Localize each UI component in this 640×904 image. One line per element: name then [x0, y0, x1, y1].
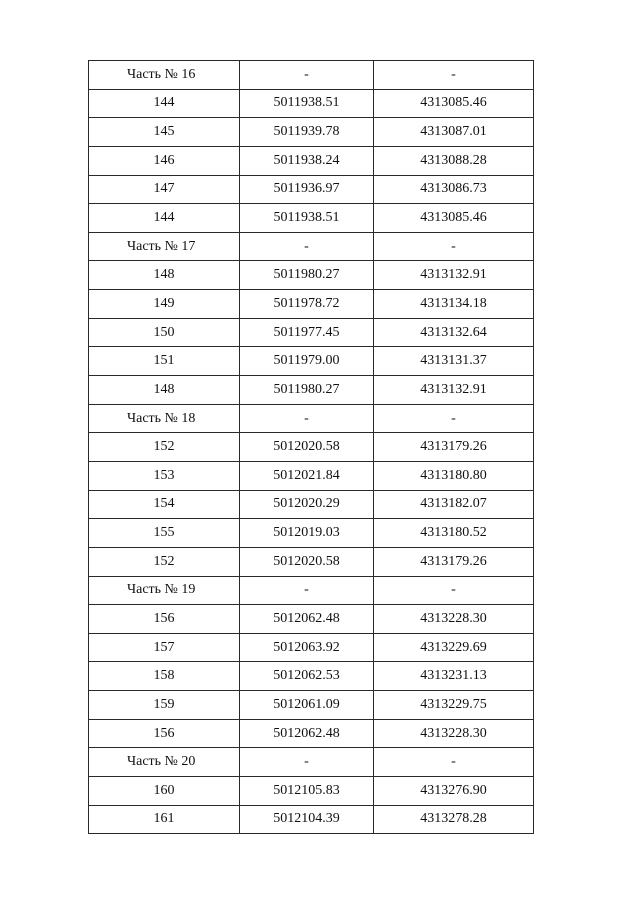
point-number-cell: 158: [89, 662, 240, 691]
table-row: [89, 347, 534, 376]
y-coordinate-cell: 4313180.80: [374, 461, 534, 490]
y-coordinate-cell: -: [374, 748, 534, 777]
part-header-row: [89, 232, 534, 261]
x-coordinate-cell: 5012021.84: [240, 461, 374, 490]
part-label-cell: Часть № 17: [89, 232, 240, 261]
y-coordinate-cell: 4313086.73: [374, 175, 534, 204]
table-row: [89, 433, 534, 462]
x-coordinate-cell: 5011938.51: [240, 89, 374, 118]
y-coordinate-cell: -: [374, 404, 534, 433]
x-coordinate-cell: 5012061.09: [240, 691, 374, 720]
point-number-cell: 160: [89, 777, 240, 806]
y-coordinate-cell: 4313278.28: [374, 805, 534, 834]
y-coordinate-cell: 4313085.46: [374, 89, 534, 118]
part-header-row: [89, 404, 534, 433]
table-row: [89, 490, 534, 519]
x-coordinate-cell: 5012105.83: [240, 777, 374, 806]
point-number-cell: 144: [89, 204, 240, 233]
table-row: [89, 118, 534, 147]
y-coordinate-cell: 4313087.01: [374, 118, 534, 147]
table-row: [89, 89, 534, 118]
y-coordinate-cell: 4313231.13: [374, 662, 534, 691]
y-coordinate-cell: 4313229.69: [374, 633, 534, 662]
point-number-cell: 146: [89, 146, 240, 175]
y-coordinate-cell: 4313179.26: [374, 547, 534, 576]
x-coordinate-cell: 5012020.58: [240, 433, 374, 462]
part-label-cell: Часть № 20: [89, 748, 240, 777]
y-coordinate-cell: 4313088.28: [374, 146, 534, 175]
x-coordinate-cell: 5012062.53: [240, 662, 374, 691]
point-number-cell: 159: [89, 691, 240, 720]
y-coordinate-cell: 4313182.07: [374, 490, 534, 519]
y-coordinate-cell: 4313134.18: [374, 290, 534, 319]
x-coordinate-cell: 5011980.27: [240, 376, 374, 405]
point-number-cell: 144: [89, 89, 240, 118]
x-coordinate-cell: 5012020.29: [240, 490, 374, 519]
y-coordinate-cell: 4313179.26: [374, 433, 534, 462]
x-coordinate-cell: 5012020.58: [240, 547, 374, 576]
y-coordinate-cell: 4313085.46: [374, 204, 534, 233]
x-coordinate-cell: 5012063.92: [240, 633, 374, 662]
x-coordinate-cell: 5011978.72: [240, 290, 374, 319]
y-coordinate-cell: 4313276.90: [374, 777, 534, 806]
point-number-cell: 151: [89, 347, 240, 376]
part-header-row: [89, 748, 534, 777]
table-row: [89, 691, 534, 720]
point-number-cell: 161: [89, 805, 240, 834]
coordinates-table-body: [89, 61, 534, 834]
table-row: [89, 805, 534, 834]
x-coordinate-cell: -: [240, 61, 374, 90]
table-row: [89, 719, 534, 748]
table-row: [89, 547, 534, 576]
point-number-cell: 145: [89, 118, 240, 147]
point-number-cell: 153: [89, 461, 240, 490]
table-row: [89, 519, 534, 548]
table-row: [89, 290, 534, 319]
point-number-cell: 149: [89, 290, 240, 319]
table-row: [89, 376, 534, 405]
x-coordinate-cell: 5011936.97: [240, 175, 374, 204]
part-label-cell: Часть № 19: [89, 576, 240, 605]
point-number-cell: 147: [89, 175, 240, 204]
coordinates-table: [88, 60, 534, 834]
point-number-cell: 152: [89, 547, 240, 576]
x-coordinate-cell: 5011977.45: [240, 318, 374, 347]
point-number-cell: 148: [89, 261, 240, 290]
x-coordinate-cell: 5012062.48: [240, 605, 374, 634]
y-coordinate-cell: 4313228.30: [374, 605, 534, 634]
x-coordinate-cell: 5011938.24: [240, 146, 374, 175]
table-row: [89, 461, 534, 490]
x-coordinate-cell: -: [240, 404, 374, 433]
point-number-cell: 157: [89, 633, 240, 662]
point-number-cell: 148: [89, 376, 240, 405]
y-coordinate-cell: 4313132.91: [374, 376, 534, 405]
part-label-cell: Часть № 18: [89, 404, 240, 433]
point-number-cell: 155: [89, 519, 240, 548]
x-coordinate-cell: 5011979.00: [240, 347, 374, 376]
x-coordinate-cell: 5012104.39: [240, 805, 374, 834]
table-row: [89, 175, 534, 204]
point-number-cell: 150: [89, 318, 240, 347]
table-row: [89, 777, 534, 806]
y-coordinate-cell: 4313132.91: [374, 261, 534, 290]
table-row: [89, 662, 534, 691]
y-coordinate-cell: -: [374, 576, 534, 605]
point-number-cell: 156: [89, 719, 240, 748]
point-number-cell: 156: [89, 605, 240, 634]
part-label-cell: Часть № 16: [89, 61, 240, 90]
table-row: [89, 318, 534, 347]
table-row: [89, 605, 534, 634]
table-row: [89, 204, 534, 233]
y-coordinate-cell: 4313180.52: [374, 519, 534, 548]
y-coordinate-cell: 4313229.75: [374, 691, 534, 720]
y-coordinate-cell: -: [374, 61, 534, 90]
table-row: [89, 261, 534, 290]
y-coordinate-cell: 4313131.37: [374, 347, 534, 376]
y-coordinate-cell: 4313132.64: [374, 318, 534, 347]
table-row: [89, 633, 534, 662]
x-coordinate-cell: -: [240, 576, 374, 605]
y-coordinate-cell: 4313228.30: [374, 719, 534, 748]
x-coordinate-cell: -: [240, 748, 374, 777]
x-coordinate-cell: -: [240, 232, 374, 261]
x-coordinate-cell: 5012062.48: [240, 719, 374, 748]
x-coordinate-cell: 5011938.51: [240, 204, 374, 233]
part-header-row: [89, 61, 534, 90]
point-number-cell: 152: [89, 433, 240, 462]
x-coordinate-cell: 5011980.27: [240, 261, 374, 290]
x-coordinate-cell: 5011939.78: [240, 118, 374, 147]
x-coordinate-cell: 5012019.03: [240, 519, 374, 548]
point-number-cell: 154: [89, 490, 240, 519]
y-coordinate-cell: -: [374, 232, 534, 261]
part-header-row: [89, 576, 534, 605]
table-row: [89, 146, 534, 175]
